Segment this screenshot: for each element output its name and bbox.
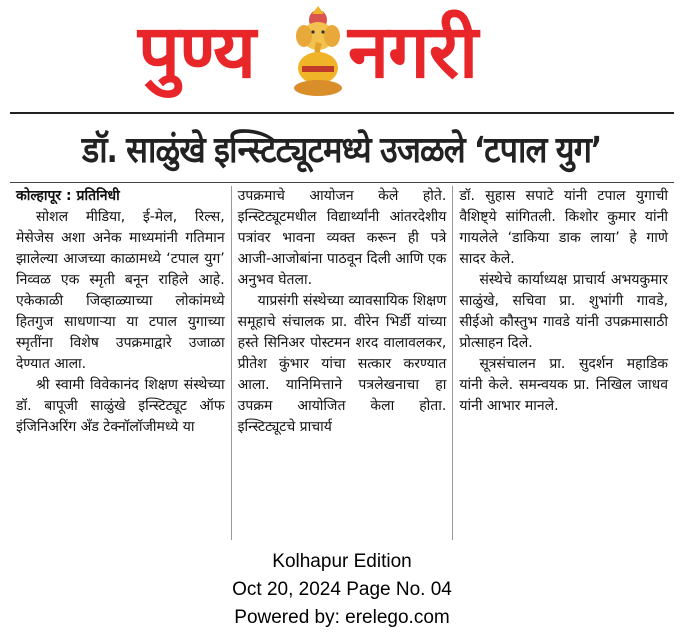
dateline: कोल्हापूर : प्रतिनिधी [16,188,120,204]
article-headline [10,112,674,183]
masthead [0,0,684,108]
date-page-label: Oct 20, 2024 Page No. 04 [232,579,452,600]
article-column-2 [231,186,453,540]
edition-label: Kolhapur Edition [272,551,412,572]
ganesha-logo-icon [286,6,350,98]
paragraph: सोशल मीडिया, ई-मेल, रिल्स, मेसेजेस अशा अनेक माध्यमांनी गतिमान झालेल्या आजच्या काळामध्ये ‘टपाल युग’ निव्वळ एक स्मृती बनून राहिले आहे. एकेकाळी जिव्हाळ्याच्या लोकांमध्ये हितगुज साधणाऱ्या या टपाल युगाच्या स्मृतींना विशेष उपक्रमाद्वारे उजाळा देण्यात आला. [16,209,225,372]
article-column-3 [452,186,674,540]
paragraph: डॉ. सुहास सपाटे यांनी टपाल युगाची वैशिष्ट्ये सांगितली. किशोर कुमार यांनी गायलेले ‘डाकिया डाक लाया’ हे गाणे सादर केले. [459,188,669,267]
powered-by-link[interactable]: Powered by: erelego.com [234,607,450,628]
headline-text: डॉ. साळुंखे इन्स्टिट्यूटमध्ये उजळले ‘टपाल युग’ [82,129,602,171]
paragraph: संस्थेचे कार्याध्यक्ष प्राचार्य अभयकुमार साळुंखे, सचिवा प्रा. शुभांगी गावडे, सीईओ कौस्तुभ गावडे यांनी उपक्रमासाठी प्रोत्साहन दिले. [459,272,669,351]
paragraph: उपक्रमाचे आयोजन केले होते. इन्स्टिट्यूटमधील विद्यार्थ्यांनी आंतरदेशीय पत्रांवर भावना व्यक्त करून ही पत्रे आजी-आजोबांना पाठवून दिली आणि एक अनुभव घेतला. [237,188,447,288]
paragraph: याप्रसंगी संस्थेच्या व्यावसायिक शिक्षण समूहाचे संचालक प्रा. वीरेन भिर्डी यांच्या हस्ते सिनिअर पोस्टमन शरद वालावलकर, प्रीतेश कुंभार यांचा सत्कार करण्यात आला. यानिमित्ताने पत्रलेखनाचा हा उपक्रम आयोजित केला होता. इन्स्टिट्यूटचे प्राचार्य [237,293,447,435]
article-body [10,186,674,540]
masthead-left-word: पुण्य [138,9,256,95]
paragraph: सूत्रसंचालन प्रा. सुदर्शन महाडिक यांनी केले. समन्वयक प्रा. निखिल जाधव यांनी आभार मानले. [459,356,669,414]
paragraph: श्री स्वामी विवेकानंद शिक्षण संस्थेच्या डॉ. बापूजी साळुंखे इन्स्टिट्यूट ऑफ इंजिनिअरिंग अँड टेक्नॉलॉजीमध्ये या [16,377,225,435]
edition-footer [0,548,684,632]
masthead-right-word: नगरी [348,9,478,95]
article-column-1 [10,186,231,540]
